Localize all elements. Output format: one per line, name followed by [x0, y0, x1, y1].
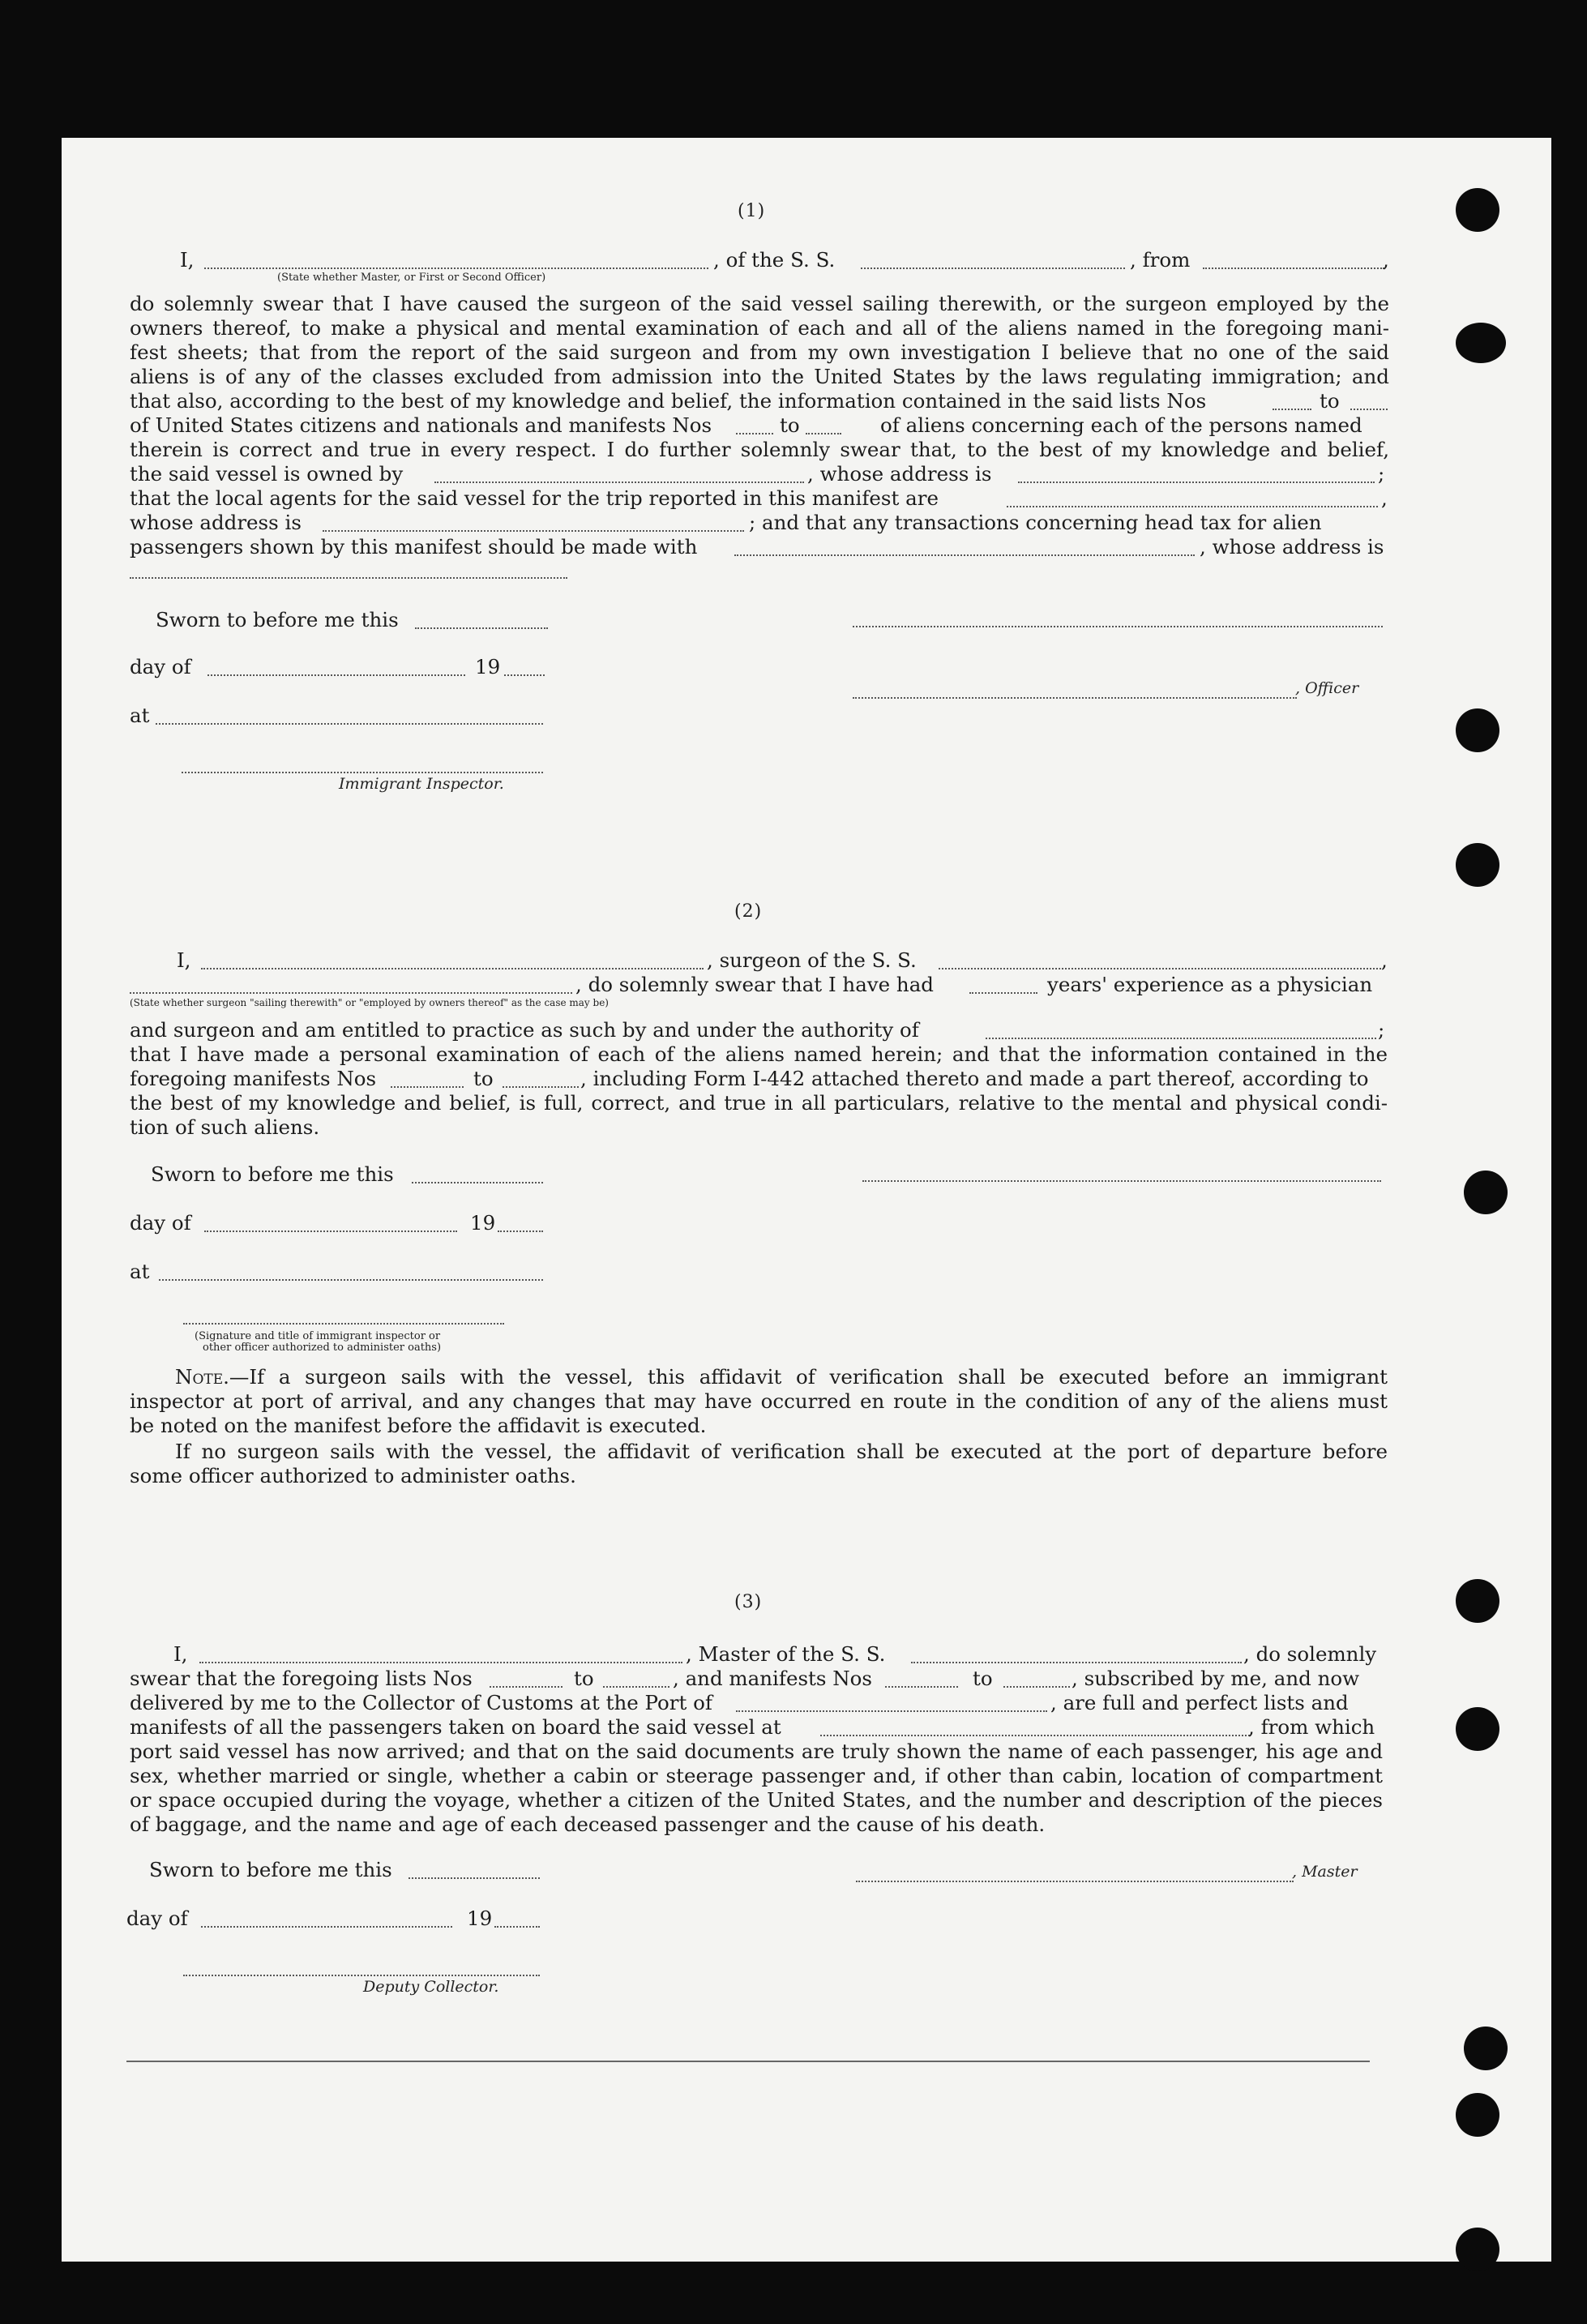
practice-authority-blank[interactable] [986, 1038, 1376, 1039]
s2-manifests-from-blank[interactable] [391, 1086, 464, 1088]
s2-line2-caption: (State whether surgeon "sailing therewith" or "employed by owners thereof" as the case may be) [130, 997, 609, 1008]
s1-officer-line[interactable] [853, 697, 1297, 699]
s3-line2: swear that the foregoing lists Nos [130, 1667, 473, 1690]
vessel-name-blank[interactable] [861, 267, 1125, 269]
s2-sig-caption-1: (Signature and title of immigrant inspector or [195, 1330, 441, 1342]
s2-line-manifests: foregoing manifests Nos [130, 1067, 377, 1090]
local-agents-blank[interactable] [1007, 506, 1378, 507]
note2-line: If no surgeon sails with the vessel, the affidavit of verification shall be executed at the port of departure before [175, 1440, 1388, 1463]
s1-sworn-label: Sworn to before me this [156, 608, 399, 631]
s2-line1-i: I, [177, 948, 191, 972]
punch-hole [1456, 2093, 1499, 2137]
s2-para-line: tion of such aliens. [130, 1115, 320, 1139]
s1-line1-from: , from [1130, 248, 1191, 272]
s3-day-of-label: day of [126, 1907, 188, 1930]
s1-line-whose-rest: ; and that any transactions concerning head tax for alien [749, 511, 1322, 534]
s2-line1-surgeon: , surgeon of the S. S. [707, 948, 917, 972]
s1-para-line: aliens is of any of the classes excluded from admission into the United States by the laws regulating immigration; and [130, 365, 1389, 388]
s1-officer-signature-line[interactable] [853, 626, 1383, 627]
s1-line-owned-address: , whose address is [807, 462, 992, 486]
s2-line-manifests-rest: , including Form I-442 attached thereto and made a part thereof, according to [580, 1067, 1369, 1090]
s1-line-nos: that also, according to the best of my knowledge and belief, the information contained in the said lists Nos [130, 389, 1207, 413]
s1-month-blank[interactable] [207, 674, 465, 676]
s1-line-citizens-rest: of aliens concerning each of the persons named [880, 413, 1362, 437]
s2-day-of-label: day of [130, 1211, 191, 1235]
lists-nos-to-blank[interactable] [1350, 409, 1388, 410]
s3-para-line: of baggage, and the name and age of each deceased passenger and the cause of his death. [130, 1813, 1046, 1836]
s1-line-passengers-rest: , whose address is [1200, 535, 1384, 559]
years-experience-blank[interactable] [969, 992, 1037, 994]
s1-line-owned: the said vessel is owned by [130, 462, 404, 486]
s3-master-name-blank[interactable] [199, 1662, 682, 1663]
s2-line2: , do solemnly swear that I have had [575, 973, 934, 996]
s3-line2-to2: to [973, 1667, 993, 1690]
head-tax-party-blank[interactable] [734, 554, 1195, 556]
s1-line-whose: whose address is [130, 511, 302, 534]
s2-surgeon-signature-line[interactable] [862, 1180, 1381, 1182]
punch-hole [1456, 323, 1506, 363]
s3-manifests-from-blank[interactable] [885, 1686, 958, 1688]
s1-line-nos-to: to [1320, 389, 1340, 413]
s3-master-label: , Master [1292, 1863, 1358, 1881]
s2-para-line: the best of my knowledge and belief, is full, correct, and true in all particulars, relative to the mental and physical condi- [130, 1091, 1388, 1115]
punch-hole [1464, 2027, 1508, 2070]
s3-year-blank[interactable] [494, 1926, 540, 1928]
section-3-heading: (3) [734, 1592, 763, 1612]
s1-line1-comma: , [1383, 248, 1389, 272]
s3-lists-from-blank[interactable] [490, 1686, 563, 1688]
s1-line-agents: that the local agents for the said vessel for the trip reported in this manifest are [130, 486, 939, 510]
s1-year-blank[interactable] [504, 674, 545, 676]
s1-inspector-signature-line[interactable] [182, 772, 543, 773]
note-line: —If a surgeon sails with the vessel, this affidavit of verification shall be executed before an immigrant [229, 1365, 1388, 1389]
s2-month-blank[interactable] [204, 1230, 457, 1232]
s2-year-blank[interactable] [498, 1230, 543, 1232]
note-label: Note. [175, 1365, 229, 1389]
manifests-nos-from-blank[interactable] [736, 433, 773, 434]
s3-boarding-port-blank[interactable] [820, 1735, 1250, 1736]
note2-line: some officer authorized to administer oaths. [130, 1464, 576, 1487]
s1-officer-label: , Officer [1295, 679, 1359, 697]
s3-line2-to: to [574, 1667, 594, 1690]
s1-para-line: owners thereof, to make a physical and mental examination of each and all of the aliens named in the foregoing mani- [130, 316, 1389, 340]
s3-line1-rest: , do solemnly [1243, 1642, 1377, 1666]
s3-master-signature-line[interactable] [856, 1881, 1294, 1882]
s1-sworn-date-blank[interactable] [415, 627, 548, 629]
vessel-owner-blank[interactable] [434, 481, 804, 483]
s3-para-line: sex, whether married or single, whether a cabin or steerage passenger and, if other than cabin, location of compartment [130, 1764, 1383, 1787]
s3-line2-manifests: , and manifests Nos [673, 1667, 872, 1690]
s3-line1-master: , Master of the S. S. [686, 1642, 886, 1666]
s3-collector-signature-line[interactable] [183, 1975, 540, 1976]
s3-para-line: or space occupied during the voyage, whether a citizen of the United States, and the number and description of the pieces [130, 1788, 1383, 1812]
s1-at-label: at [130, 704, 150, 727]
s3-sworn-label: Sworn to before me this [149, 1858, 392, 1881]
s3-line4: manifests of all the passengers taken on board the said vessel at [130, 1715, 781, 1739]
s3-line3: delivered by me to the Collector of Customs at the Port of [130, 1691, 712, 1714]
s3-vessel-blank[interactable] [911, 1662, 1242, 1663]
s1-para-line: do solemnly swear that I have caused the surgeon of the said vessel sailing therewith, or the surgeon employed by the [130, 292, 1389, 315]
s3-port-blank[interactable] [736, 1710, 1047, 1712]
head-tax-address-blank[interactable] [130, 577, 567, 579]
s2-sworn-date-blank[interactable] [412, 1182, 543, 1183]
s1-day-of-label: day of [130, 655, 191, 678]
s1-line-owned-semi: ; [1378, 462, 1385, 486]
s2-sig-caption-2: other officer authorized to administer oaths) [203, 1342, 442, 1354]
punch-hole [1456, 708, 1499, 752]
section-2-heading: (2) [734, 901, 763, 922]
s2-line1-comma: , [1381, 948, 1388, 972]
manifests-nos-to-blank[interactable] [806, 433, 841, 434]
s3-line4-rest: , from which [1248, 1715, 1375, 1739]
s3-line1-i: I, [173, 1642, 188, 1666]
surgeon-status-blank[interactable] [130, 992, 572, 994]
s2-sworn-label: Sworn to before me this [151, 1162, 394, 1186]
s3-deputy-label: Deputy Collector. [363, 1978, 499, 1996]
punch-hole [1464, 1171, 1508, 1214]
s1-para-line: fest sheets; that from the report of the said surgeon and from my own investigation I believe that no one of the said [130, 340, 1389, 364]
s1-para-line: therein is correct and true in every respect. I do further solemnly swear that, to the best of my knowledge and belief, [130, 438, 1389, 461]
punch-hole [1456, 2228, 1499, 2271]
note-line: inspector at port of arrival, and any changes that may have occurred en route in the condition of any of the aliens must [130, 1389, 1388, 1413]
s2-official-signature-line[interactable] [183, 1323, 504, 1325]
s1-line-citizens-to: to [780, 413, 800, 437]
from-port-blank[interactable] [1203, 267, 1384, 269]
s3-sworn-date-blank[interactable] [409, 1877, 540, 1879]
s3-para-line: port said vessel has now arrived; and that on the said documents are truly shown the name of each passenger, his age and [130, 1740, 1383, 1763]
s1-line1-caption: (State whether Master, or First or Second Officer) [277, 272, 546, 284]
s1-line-citizens: of United States citizens and nationals and manifests Nos [130, 413, 712, 437]
s2-line-manifests-to: to [473, 1067, 494, 1090]
s1-at-place-blank[interactable] [156, 723, 543, 725]
section-1-heading: (1) [738, 201, 766, 221]
s2-manifests-to-blank[interactable] [503, 1086, 579, 1088]
s1-line1-ss: , of the S. S. [713, 248, 836, 272]
bottom-rule [126, 2061, 1370, 2062]
punch-hole [1456, 843, 1499, 887]
surgeon-name-blank[interactable] [201, 968, 704, 969]
s2-year-label: 19 [470, 1211, 496, 1235]
note-line: be noted on the manifest before the affidavit is executed. [130, 1414, 707, 1437]
s1-year-label: 19 [475, 655, 501, 678]
s1-inspector-label: Immigrant Inspector. [339, 775, 504, 793]
s3-lists-to-blank[interactable] [603, 1686, 669, 1688]
punch-hole [1456, 1707, 1499, 1751]
s3-line2-rest: , subscribed by me, and now [1072, 1667, 1360, 1690]
s2-line2-rest: years' experience as a physician [1047, 973, 1373, 996]
s3-year-label: 19 [467, 1907, 493, 1930]
owner-address-blank[interactable] [1018, 481, 1375, 483]
s1-line-agents-comma: , [1381, 486, 1388, 510]
s1-line-passengers: passengers shown by this manifest should be made with [130, 535, 698, 559]
s2-line-practice-semi: ; [1378, 1018, 1385, 1042]
s2-at-label: at [130, 1260, 150, 1283]
s3-month-blank[interactable] [201, 1926, 452, 1928]
punch-hole [1456, 188, 1499, 232]
lists-nos-from-blank[interactable] [1273, 409, 1311, 410]
s1-line1-i: I, [180, 248, 195, 272]
s3-manifests-to-blank[interactable] [1003, 1686, 1070, 1688]
s2-line-practice: and surgeon and am entitled to practice as such by and under the authority of [130, 1018, 919, 1042]
s2-vessel-blank[interactable] [939, 968, 1381, 969]
master-name-blank[interactable] [204, 267, 708, 269]
s2-para-line: that I have made a personal examination of each of the aliens named herein; and that the information contained in the [130, 1042, 1388, 1066]
s3-line3-rest: , are full and perfect lists and [1050, 1691, 1349, 1714]
agents-address-blank[interactable] [323, 530, 744, 532]
note-paragraph [175, 1365, 1388, 1389]
s2-at-place-blank[interactable] [159, 1279, 543, 1281]
punch-hole [1456, 1579, 1499, 1623]
